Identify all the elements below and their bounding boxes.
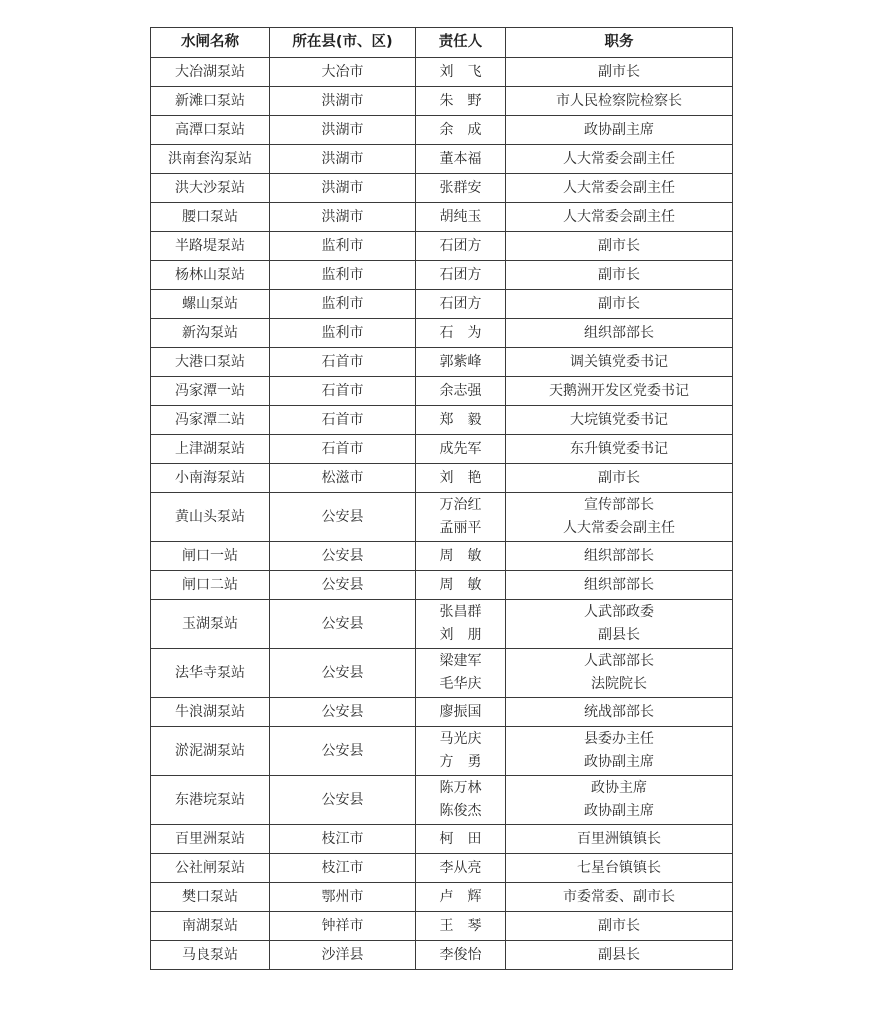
person-name: 周 敏	[439, 576, 482, 593]
cell-position	[506, 776, 733, 825]
person-name: 廖振国	[439, 703, 482, 720]
cell-responsible-person	[416, 116, 506, 145]
cell-sluice-name: 公社闸泵站	[151, 854, 270, 883]
cell-county: 松滋市	[270, 464, 416, 493]
cell-county: 监利市	[270, 290, 416, 319]
person-name: 周 敏	[439, 547, 482, 564]
cell-responsible-person	[416, 727, 506, 776]
table-row	[151, 825, 733, 854]
cell-position	[506, 232, 733, 261]
cell-position	[506, 348, 733, 377]
person-name: 梁建军	[439, 653, 482, 669]
position-title: 副市长	[598, 237, 640, 254]
cell-sluice-name: 腰口泵站	[151, 203, 270, 232]
cell-responsible-person	[416, 377, 506, 406]
position-title: 统战部部长	[584, 703, 654, 720]
cell-county: 洪湖市	[270, 174, 416, 203]
cell-county: 鄂州市	[270, 883, 416, 912]
cell-position	[506, 912, 733, 941]
cell-position	[506, 649, 733, 698]
cell-county: 洪湖市	[270, 116, 416, 145]
cell-sluice-name: 小南海泵站	[151, 464, 270, 493]
cell-position	[506, 464, 733, 493]
cell-county: 公安县	[270, 698, 416, 727]
cell-responsible-person	[416, 912, 506, 941]
table-row	[151, 600, 733, 649]
cell-sluice-name: 闸口一站	[151, 542, 270, 571]
position-title: 副市长	[598, 469, 640, 486]
cell-position	[506, 698, 733, 727]
position-title: 副县长	[598, 627, 640, 643]
cell-sluice-name: 杨林山泵站	[151, 261, 270, 290]
table-row	[151, 493, 733, 542]
table-row	[151, 776, 733, 825]
cell-responsible-person	[416, 348, 506, 377]
table-header-row	[151, 28, 733, 58]
cell-county: 公安县	[270, 727, 416, 776]
document-sheet	[150, 27, 732, 970]
cell-county: 洪湖市	[270, 203, 416, 232]
cell-sluice-name: 半路堤泵站	[151, 232, 270, 261]
cell-position	[506, 542, 733, 571]
person-name: 卢 辉	[439, 888, 482, 905]
position-title: 副县长	[598, 946, 640, 963]
cell-county: 洪湖市	[270, 87, 416, 116]
person-name: 陈俊杰	[439, 803, 482, 819]
cell-position	[506, 941, 733, 970]
cell-county: 公安县	[270, 600, 416, 649]
cell-responsible-person	[416, 319, 506, 348]
position-title: 政协副主席	[584, 121, 654, 138]
table-row	[151, 698, 733, 727]
person-name: 郭紫峰	[439, 353, 482, 370]
cell-sluice-name: 上津湖泵站	[151, 435, 270, 464]
table-row	[151, 854, 733, 883]
position-title: 市委常委、副市长	[563, 888, 675, 905]
cell-position	[506, 406, 733, 435]
cell-sluice-name: 新沟泵站	[151, 319, 270, 348]
table-row	[151, 406, 733, 435]
person-name: 石团方	[439, 237, 482, 254]
table-row	[151, 319, 733, 348]
table-row	[151, 87, 733, 116]
position-title: 副市长	[598, 63, 640, 80]
cell-county: 石首市	[270, 348, 416, 377]
position-title: 人大常委会副主任	[563, 520, 675, 536]
cell-responsible-person	[416, 854, 506, 883]
person-name: 余 成	[439, 121, 482, 138]
person-name: 马光庆	[439, 731, 482, 747]
cell-responsible-person	[416, 825, 506, 854]
cell-sluice-name: 樊口泵站	[151, 883, 270, 912]
person-name: 刘 艳	[439, 469, 482, 486]
cell-sluice-name: 玉湖泵站	[151, 600, 270, 649]
table-row	[151, 883, 733, 912]
cell-sluice-name: 牛浪湖泵站	[151, 698, 270, 727]
person-name: 张昌群	[439, 604, 482, 620]
header-position: 职务	[506, 28, 733, 58]
cell-county: 石首市	[270, 435, 416, 464]
person-name: 刘 飞	[439, 63, 482, 80]
cell-responsible-person	[416, 649, 506, 698]
cell-responsible-person	[416, 571, 506, 600]
table-row	[151, 941, 733, 970]
position-title: 人大常委会副主任	[563, 179, 675, 196]
cell-position	[506, 854, 733, 883]
table-row	[151, 290, 733, 319]
person-name: 李从亮	[439, 859, 482, 876]
table-row	[151, 174, 733, 203]
table-row	[151, 261, 733, 290]
person-name: 刘 朋	[439, 627, 482, 643]
table-row	[151, 145, 733, 174]
table-row	[151, 116, 733, 145]
position-title: 组织部部长	[584, 576, 654, 593]
cell-responsible-person	[416, 435, 506, 464]
cell-sluice-name: 洪大沙泵站	[151, 174, 270, 203]
header-sluice-name: 水闸名称	[151, 28, 270, 58]
person-name: 郑 毅	[439, 411, 482, 428]
cell-sluice-name: 高潭口泵站	[151, 116, 270, 145]
position-title: 大垸镇党委书记	[570, 411, 668, 428]
person-name: 李俊怡	[439, 946, 482, 963]
cell-responsible-person	[416, 941, 506, 970]
position-title: 副市长	[598, 295, 640, 312]
person-name: 王 琴	[439, 917, 482, 934]
table-row	[151, 348, 733, 377]
cell-county: 公安县	[270, 542, 416, 571]
cell-responsible-person	[416, 261, 506, 290]
cell-position	[506, 87, 733, 116]
position-title: 人大常委会副主任	[563, 208, 675, 225]
cell-position	[506, 203, 733, 232]
cell-responsible-person	[416, 232, 506, 261]
cell-responsible-person	[416, 290, 506, 319]
position-title: 市人民检察院检察长	[556, 92, 682, 109]
cell-responsible-person	[416, 883, 506, 912]
cell-position	[506, 825, 733, 854]
cell-responsible-person	[416, 464, 506, 493]
cell-county: 公安县	[270, 571, 416, 600]
position-title: 人武部部长	[584, 653, 654, 669]
position-title: 人武部政委	[584, 604, 654, 620]
cell-position	[506, 493, 733, 542]
cell-position	[506, 883, 733, 912]
table-row	[151, 464, 733, 493]
person-name: 董本福	[439, 150, 482, 167]
person-name: 石团方	[439, 295, 482, 312]
cell-responsible-person	[416, 406, 506, 435]
cell-sluice-name: 百里洲泵站	[151, 825, 270, 854]
table-row	[151, 912, 733, 941]
person-name: 孟丽平	[439, 520, 482, 536]
position-title: 政协主席	[591, 780, 647, 796]
cell-responsible-person	[416, 203, 506, 232]
position-title: 组织部部长	[584, 547, 654, 564]
cell-sluice-name: 闸口二站	[151, 571, 270, 600]
cell-responsible-person	[416, 493, 506, 542]
position-title: 调关镇党委书记	[570, 353, 668, 370]
table-row	[151, 58, 733, 87]
cell-county: 枝江市	[270, 825, 416, 854]
table-body	[151, 58, 733, 970]
table-row	[151, 727, 733, 776]
cell-sluice-name: 大冶湖泵站	[151, 58, 270, 87]
cell-county: 监利市	[270, 232, 416, 261]
cell-county: 钟祥市	[270, 912, 416, 941]
position-title: 法院院长	[591, 676, 647, 692]
cell-county: 石首市	[270, 377, 416, 406]
person-name: 张群安	[439, 179, 482, 196]
cell-sluice-name: 法华寺泵站	[151, 649, 270, 698]
person-name: 石 为	[439, 324, 482, 341]
person-name: 毛华庆	[439, 676, 482, 692]
table-row	[151, 377, 733, 406]
cell-responsible-person	[416, 174, 506, 203]
cell-county: 公安县	[270, 776, 416, 825]
person-name: 朱 野	[439, 92, 482, 109]
position-title: 副市长	[598, 266, 640, 283]
cell-responsible-person	[416, 600, 506, 649]
table-row	[151, 203, 733, 232]
cell-county: 洪湖市	[270, 145, 416, 174]
table-row	[151, 542, 733, 571]
cell-county: 公安县	[270, 649, 416, 698]
cell-county: 石首市	[270, 406, 416, 435]
cell-sluice-name: 新滩口泵站	[151, 87, 270, 116]
cell-position	[506, 319, 733, 348]
header-county: 所在县(市、区)	[270, 28, 416, 58]
table-row	[151, 571, 733, 600]
cell-county: 监利市	[270, 261, 416, 290]
cell-sluice-name: 东港垸泵站	[151, 776, 270, 825]
person-name: 万治红	[439, 497, 482, 513]
cell-position	[506, 174, 733, 203]
cell-sluice-name: 马良泵站	[151, 941, 270, 970]
cell-sluice-name: 螺山泵站	[151, 290, 270, 319]
responsibility-table	[150, 27, 733, 970]
cell-county: 公安县	[270, 493, 416, 542]
person-name: 方 勇	[439, 754, 482, 770]
cell-responsible-person	[416, 776, 506, 825]
table-row	[151, 232, 733, 261]
cell-county: 大冶市	[270, 58, 416, 87]
cell-position	[506, 600, 733, 649]
cell-responsible-person	[416, 87, 506, 116]
person-name: 成先军	[439, 440, 482, 457]
cell-position	[506, 58, 733, 87]
cell-position	[506, 727, 733, 776]
cell-sluice-name: 冯家潭一站	[151, 377, 270, 406]
table-row	[151, 649, 733, 698]
person-name: 余志强	[439, 382, 482, 399]
person-name: 柯 田	[439, 830, 482, 847]
position-title: 人大常委会副主任	[563, 150, 675, 167]
cell-position	[506, 290, 733, 319]
cell-position	[506, 435, 733, 464]
person-name: 胡纯玉	[439, 208, 482, 225]
person-name: 石团方	[439, 266, 482, 283]
cell-position	[506, 116, 733, 145]
position-title: 宣传部部长	[584, 497, 654, 513]
table-row	[151, 435, 733, 464]
person-name: 陈万林	[439, 780, 482, 796]
cell-position	[506, 261, 733, 290]
cell-county: 枝江市	[270, 854, 416, 883]
position-title: 政协副主席	[584, 803, 654, 819]
cell-county: 沙洋县	[270, 941, 416, 970]
cell-sluice-name: 大港口泵站	[151, 348, 270, 377]
cell-sluice-name: 冯家潭二站	[151, 406, 270, 435]
position-title: 百里洲镇镇长	[577, 830, 661, 847]
cell-sluice-name: 黄山头泵站	[151, 493, 270, 542]
position-title: 东升镇党委书记	[570, 440, 668, 457]
cell-responsible-person	[416, 698, 506, 727]
cell-responsible-person	[416, 58, 506, 87]
position-title: 副市长	[598, 917, 640, 934]
cell-sluice-name: 洪南套沟泵站	[151, 145, 270, 174]
cell-county: 监利市	[270, 319, 416, 348]
position-title: 政协副主席	[584, 754, 654, 770]
header-responsible-person: 责任人	[416, 28, 506, 58]
cell-position	[506, 145, 733, 174]
cell-responsible-person	[416, 542, 506, 571]
cell-sluice-name: 淤泥湖泵站	[151, 727, 270, 776]
position-title: 七星台镇镇长	[577, 859, 661, 876]
position-title: 县委办主任	[584, 731, 654, 747]
position-title: 天鹅洲开发区党委书记	[549, 382, 689, 399]
cell-sluice-name: 南湖泵站	[151, 912, 270, 941]
position-title: 组织部部长	[584, 324, 654, 341]
cell-position	[506, 571, 733, 600]
cell-responsible-person	[416, 145, 506, 174]
cell-position	[506, 377, 733, 406]
